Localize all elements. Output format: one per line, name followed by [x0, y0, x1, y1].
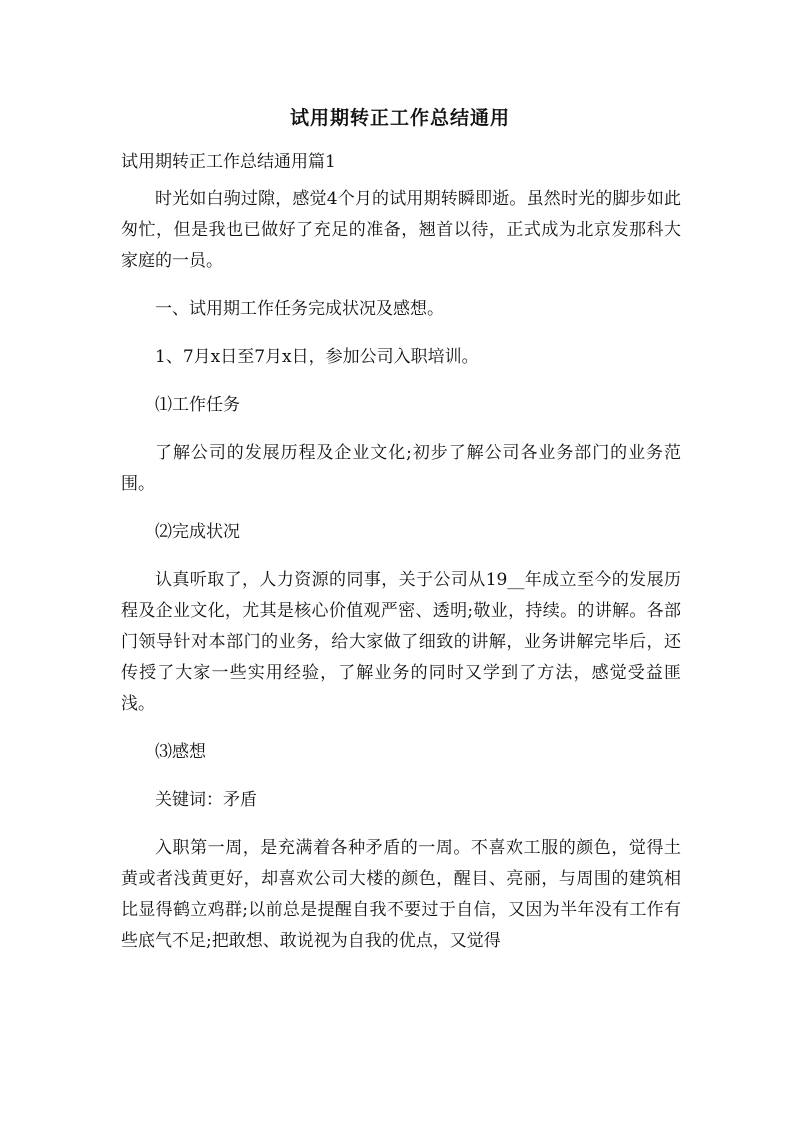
paragraph-section-one: 一、试用期工作任务完成状况及感想。	[155, 299, 444, 319]
paragraph-item-one: 1、7月x日至7月x日，参加公司入职培训。	[155, 347, 479, 367]
paragraph-first-week: 入职第一周，是充满着各种矛盾的一周。不喜欢工服的颜色，觉得土黄或者浅黄更好，却喜欢公司大楼的颜色，醒目、亮丽，与周围的建筑相比显得鹤立鸡群;以前总是提醒自我不要过于自信，又因为半年没有工作有些底气不足;把敢想、敢说视为自我的优点，又觉得	[121, 838, 681, 951]
paragraph-subheading-status: ⑵完成状况	[155, 522, 240, 542]
document-body	[121, 184, 681, 957]
document-title: 试用期转正工作总结通用	[289, 107, 510, 129]
paragraph-keyword: 关键词：矛盾	[155, 790, 257, 810]
paragraph-subheading-feelings: ⑶感想	[155, 742, 206, 762]
section-heading: 试用期转正工作总结通用篇1	[121, 152, 336, 172]
paragraph-intro: 时光如白驹过隙，感觉4个月的试用期转瞬即逝。虽然时光的脚步如此匆忙，但是我也已做好了充足的准备，翘首以待，正式成为北京发那科大家庭的一员。	[121, 189, 681, 271]
paragraph-subheading-task: ⑴工作任务	[155, 395, 240, 415]
paragraph-status-detail: 认真听取了，人力资源的同事，关于公司从19__年成立至今的发展历程及企业文化，尤其是核心价值观严密、透明;敬业，持续。的讲解。各部门领导针对本部门的业务，给大家做了细致的讲解，业务讲解完毕后，还传授了大家一些实用经验，了解业务的同时又学到了方法，感觉受益匪浅。	[121, 570, 681, 714]
paragraph-task-detail: 了解公司的发展历程及企业文化;初步了解公司各业务部门的业务范围。	[121, 443, 681, 494]
